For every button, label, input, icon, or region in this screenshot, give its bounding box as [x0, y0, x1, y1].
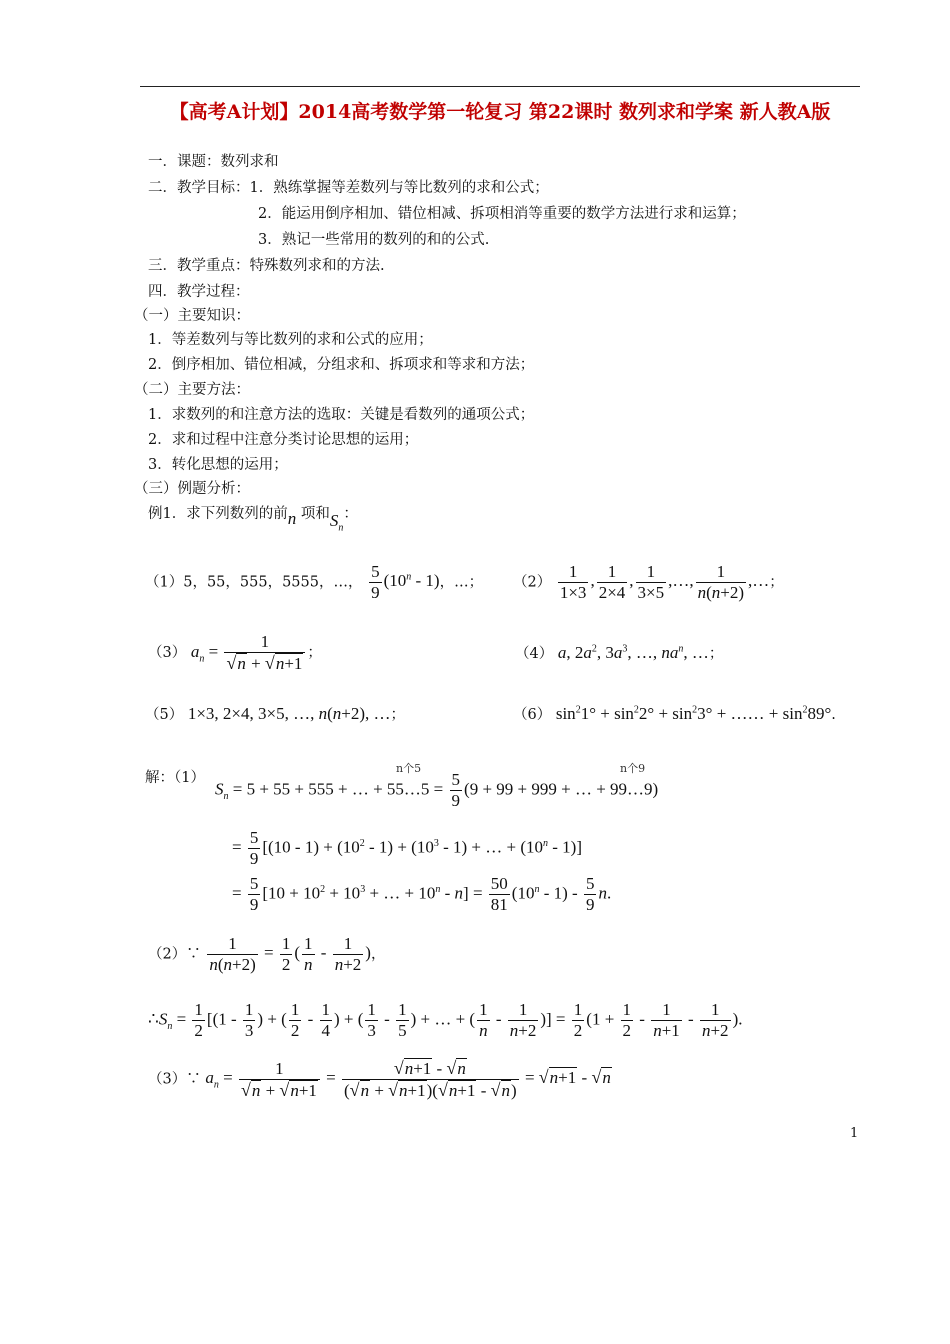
solution-label: 解：（1） — [145, 770, 205, 786]
process-line: 四．教学过程： — [148, 284, 250, 300]
problem-1-label: （1）5，55，555，5555，…， — [145, 574, 363, 591]
header-rule — [140, 86, 860, 87]
solution-2-line-1: （2）∵ $\frac{1}{n(n+2)}$ = $\frac{1}{2}$ ( $\frac{1}{n}$ - $\frac{1}{n+2}$ )， — [148, 934, 386, 974]
problem-5-label: （5） — [145, 707, 184, 723]
goal-line-2: 2．能运用倒序相加、错位相减、拆项相消等重要的数学方法进行求和运算； — [258, 206, 746, 222]
method-item-3: 3．转化思想的运用； — [148, 457, 288, 473]
solution-3-line-1: （3）∵ $a_n$ = $\frac{1}{√n + √n+1}$ = $\frac{√n+1 - √n}{(√n + √n+1)(√n+1 - √n)}$ = √n+1 - √n — [148, 1058, 611, 1100]
topic-line: 一．课题：数列求和 — [148, 154, 279, 170]
example-1-text-b: 项和 — [300, 506, 330, 522]
brace-note-5: n个5 — [396, 762, 422, 775]
problem-3: （3） $a_n$ = $\frac{1}{√n + √n+1}$ ； — [148, 632, 322, 673]
problem-6-label: （6） — [513, 707, 552, 723]
knowledge-item-1: 1．等差数列与等比数列的求和公式的应用； — [148, 332, 433, 348]
goal-line-1: 二．教学目标：1．熟练掌握等差数列与等比数列的求和公式； — [148, 180, 549, 196]
problem-3-label: （3） — [148, 644, 187, 661]
knowledge-heading: （一）主要知识： — [134, 308, 250, 324]
knowledge-item-2: 2．倒序相加、错位相减，分组求和、拆项求和等求和方法； — [148, 357, 535, 373]
page-number: 1 — [850, 1126, 859, 1141]
problem-4: （4） a, $2a^2$, $3a^3$, …, $na^n$, …； — [515, 643, 724, 662]
goal-line-3: 3．熟记一些常用的数列的和的公式. — [258, 232, 490, 248]
problem-2-label: （2） — [513, 574, 552, 591]
example-1-statement: 例1．求下列数列的前n 项和$S_n$： — [148, 506, 358, 534]
solution-2-therefore: ∴ — [148, 1009, 159, 1029]
brace-note-9: n个9 — [620, 762, 646, 775]
solution-2-label: （2）∵ — [148, 946, 201, 963]
solution-1-line-1: $S_n = 5 + 55 + 555$ + … + 55…5 = $\frac{5}{9}$ (9 + 99 + 999 + … + 99…9) — [215, 770, 659, 810]
solution-3-label: （3）∵ — [148, 1071, 201, 1088]
method-heading: （二）主要方法： — [134, 382, 250, 398]
method-item-2: 2．求和过程中注意分类讨论思想的运用； — [148, 432, 419, 448]
problem-6: （6） $\sin^21^\circ + \sin^22^\circ + \sin^23^\circ$ + …… + $\sin^289^\circ$. — [513, 704, 836, 723]
problem-5: （5） 1×3, 2×4, 3×5, …, n(n+2), …； — [145, 704, 406, 723]
example-1-text-a: 例1．求下列数列的前 — [148, 506, 288, 522]
problem-4-label: （4） — [515, 646, 554, 662]
solution-1-line-3: = $\frac{5}{9}$ [$10 + 10^2 + 10^3$ + … + $10^n - n$] = $\frac{50}{81}$ (10$^n$ - 1) - $\frac{5}{9}$ n. — [232, 874, 612, 914]
problem-1: （1）5，55，555，5555，…， $\frac{5}{9}$ (10$^n$ - 1)，…； — [145, 562, 484, 602]
document-title: 【高考A计划】2014高考数学第一轮复习 第22课时 数列求和学案 新人教A版 — [169, 101, 831, 123]
solution-2-line-2: $\therefore S_n$ = $\frac{1}{2}$ [(1 - $\frac{1}{3}$ ) + ( $\frac{1}{2}$ - $\frac{1}{4}$ ) + ( $\frac{1}{3}$ - $\frac{1}{5}$ ) + … + ( $\frac{1}{n}$ - $\frac{1}{n+2}$ )] = $\frac{1}{2}$ (1 + $\frac{1}{2}$ - $\frac{1}{n+1}$ - $\frac{1}{n+2}$ ). — [148, 1000, 743, 1040]
solution-1-line-2: = $\frac{5}{9}$ [$(10 - 1) + (10^2 - 1) + (10^3 - 1)$ + … + $(10^n - 1)$] — [232, 828, 582, 868]
method-item-1: 1．求数列的和注意方法的选取：关键是看数列的通项公式； — [148, 407, 535, 423]
key-point-line: 三．教学重点：特殊数列求和的方法. — [148, 258, 385, 274]
example-heading: （三）例题分析： — [134, 481, 250, 497]
problem-2: （2） $\frac{1}{1\times 3}$ , $\frac{1}{2\times 4}$ , $\frac{1}{3\times 5}$ ,…, $\frac{1}{n(n+2)}$ ,…； — [513, 562, 784, 602]
